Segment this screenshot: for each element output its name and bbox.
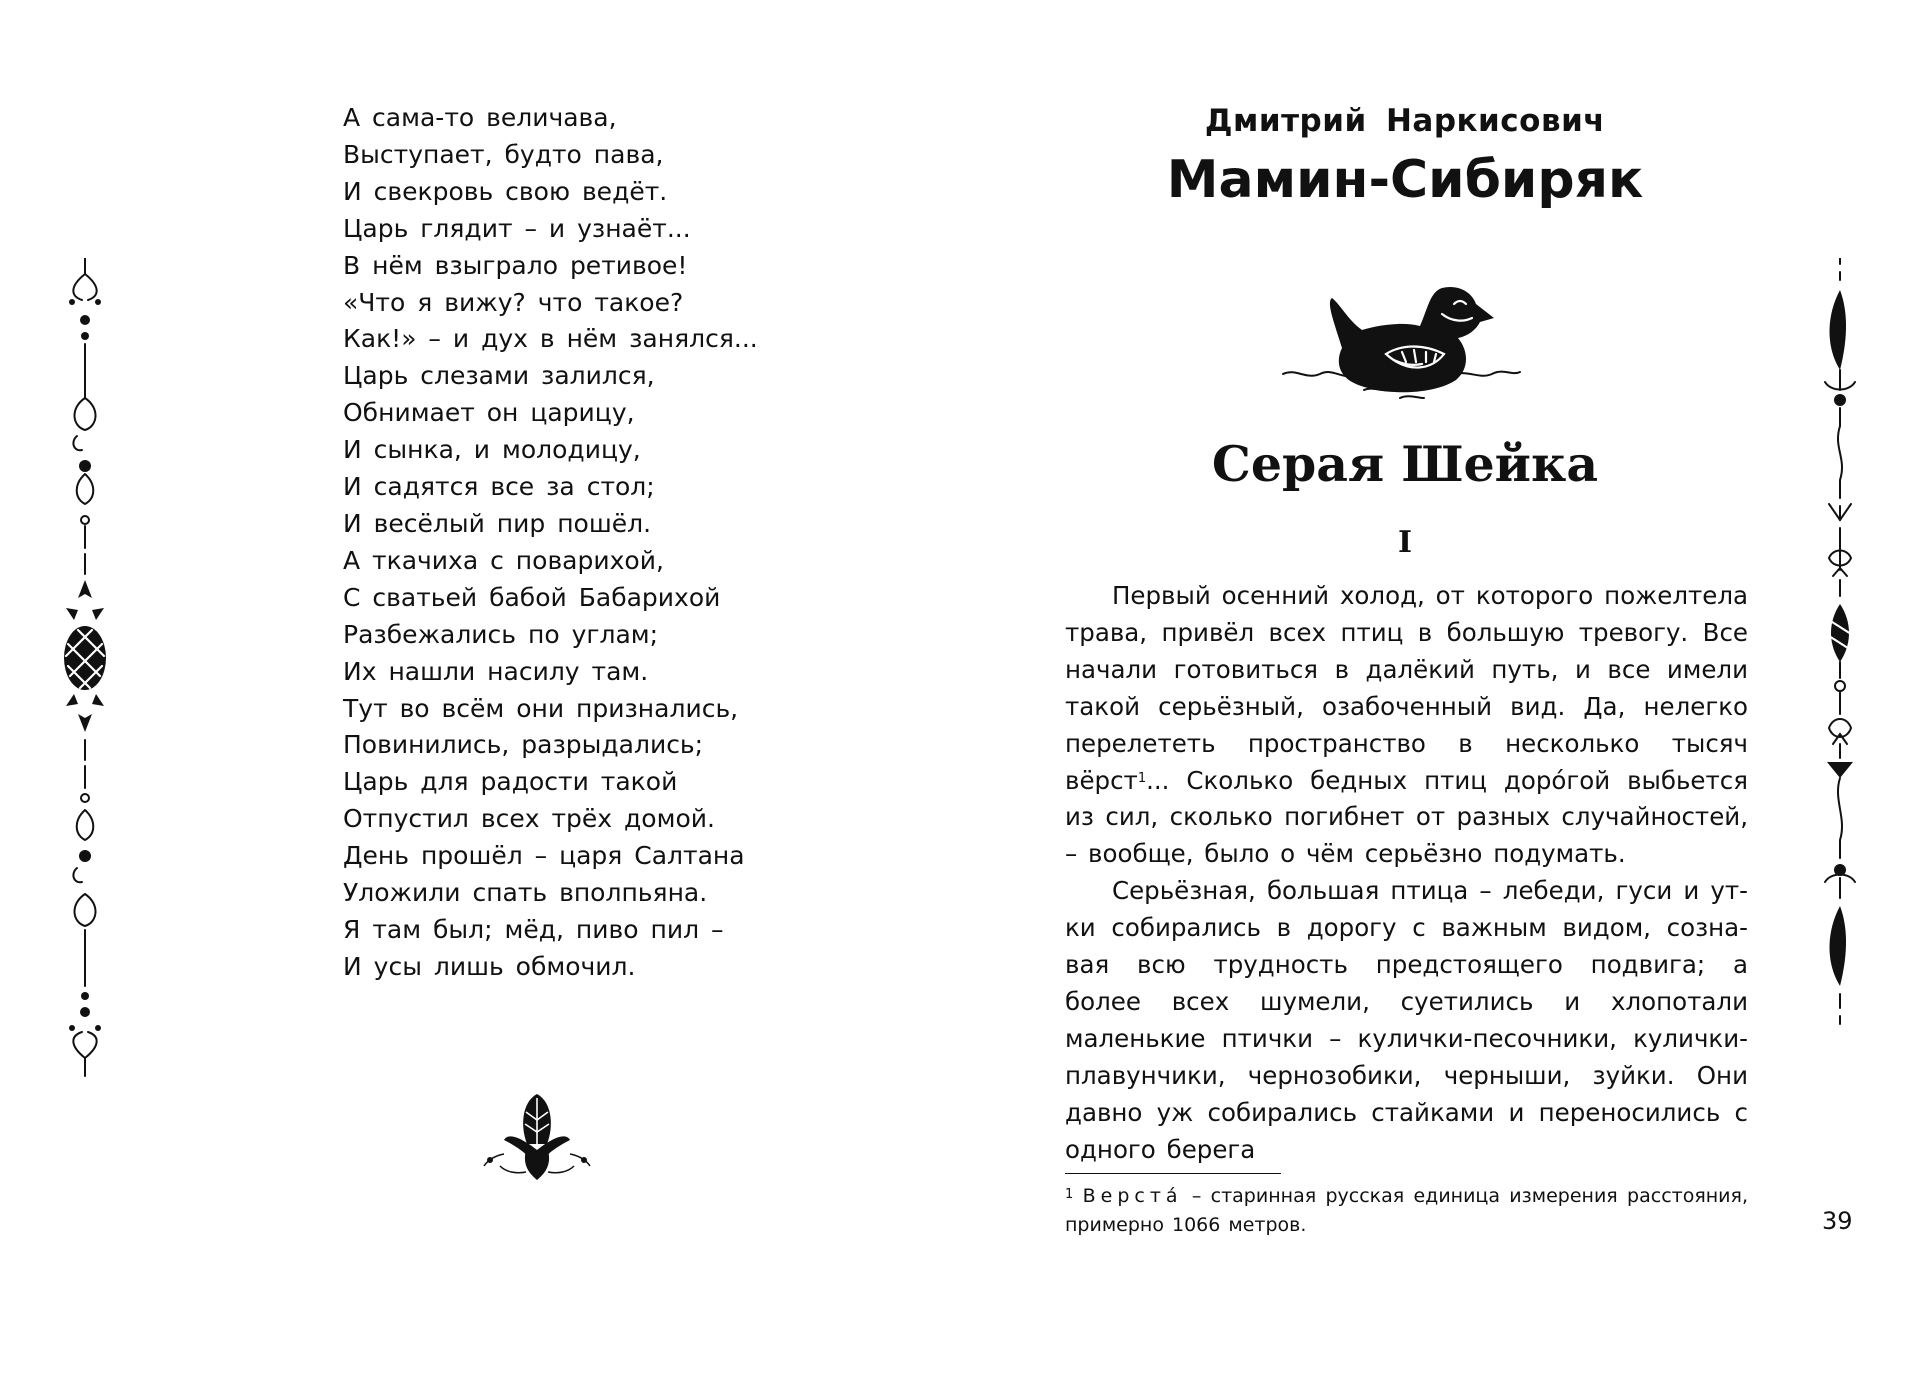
verse-line: Выступает, будто пава, xyxy=(343,139,664,169)
author-first-name: Дмитрий Наркисович xyxy=(1204,103,1606,139)
verse-line: А ткачиха с поварихой, xyxy=(343,545,664,575)
vertical-ornament-left-icon xyxy=(60,258,110,1088)
story-text xyxy=(1065,578,1748,1169)
verse-line: День прошёл – царя Салтана xyxy=(343,841,745,871)
verse-line: И сынка, и молодицу, xyxy=(343,435,641,465)
verse-line: Их нашли насилу там. xyxy=(343,656,649,686)
footnote-marker[interactable]: 1 xyxy=(1137,770,1147,786)
verse-line: Тут во всём они признались, xyxy=(343,693,739,723)
verse-line: «Что я вижу? что такое? xyxy=(343,287,684,317)
footnote-text: – старинная русская единица измерения расстояния, примерно 1066 метров. xyxy=(1065,1185,1748,1236)
footnote-number: 1 xyxy=(1065,1187,1074,1202)
verse-line: В нём взыграло ретивое! xyxy=(343,250,688,280)
footnote-term: Верста́ xyxy=(1082,1185,1183,1207)
verse-line: Царь глядит – и узнаёт... xyxy=(343,213,691,243)
verse-line: Царь слезами залился, xyxy=(343,361,655,391)
verse-line: Повинились, разрыдались; xyxy=(343,730,704,760)
duck-icon xyxy=(1282,264,1522,404)
verse-line: И садятся все за стол; xyxy=(343,472,655,502)
story-title: Серая Шейка xyxy=(1211,435,1599,493)
paragraph xyxy=(1065,578,1748,873)
verse-line: С сватьей бабой Бабарихой xyxy=(343,582,721,612)
verse-line: Уложили спать вполпьяна. xyxy=(343,878,708,908)
verse-line: Разбежались по углам; xyxy=(343,619,659,649)
verse-line: И весёлый пир пошёл. xyxy=(343,508,652,538)
vertical-ornament-right-icon xyxy=(1815,258,1865,1088)
verse-line: Отпустил всех трёх домой. xyxy=(343,804,715,834)
verse-line: И свекровь свою ведёт. xyxy=(343,176,668,206)
verse-line: А сама-то величава, xyxy=(343,103,617,132)
verse-line: Я там был; мёд, пиво пил – xyxy=(343,914,724,944)
paragraph: Серьёзная, большая птица – лебеди, гуси и утки собирались в дорогу с важным видом, сознавая всю трудность предстоящего подвига; а более всех шумели, суетились и хлопотали маленькие птички – кулички-песочники, кулички-плавунчики, чернозобики, черныши, зуйки. Они давно уж собирались стайками и переносились с одного берега xyxy=(1065,876,1748,1164)
page-number: 39 xyxy=(1822,1207,1853,1235)
verse-line: Обнимает он царицу, xyxy=(343,398,635,428)
verse-line: И усы лишь обмочил. xyxy=(343,951,636,981)
flower-ornament-icon xyxy=(482,1088,592,1184)
footnote xyxy=(1065,1182,1748,1240)
verse-line: Царь для радости такой xyxy=(343,767,678,797)
chapter-number: I xyxy=(1397,525,1413,560)
paragraph-text: ... Сколько бедных птиц доро́гой выбьется из сил, сколько погибнет от разных случайностей, – вообще, было о чём серьёзно подумать. xyxy=(1065,765,1748,869)
poem-verse xyxy=(343,100,758,986)
verse-line: Как!» – и дух в нём занялся... xyxy=(343,324,758,354)
author-last-name: Мамин-Сибиряк xyxy=(1166,150,1644,210)
footnote-divider xyxy=(1065,1173,1281,1174)
paragraph-text: Первый осенний холод, от которого пожелтела трава, привёл всех птиц в большую тревогу. Все начали готовиться в далёкий путь, и все имели такой серьёзный, озабоченный вид. Да, нелегко перелететь пространство в несколько тысяч вёрст xyxy=(1065,581,1748,795)
